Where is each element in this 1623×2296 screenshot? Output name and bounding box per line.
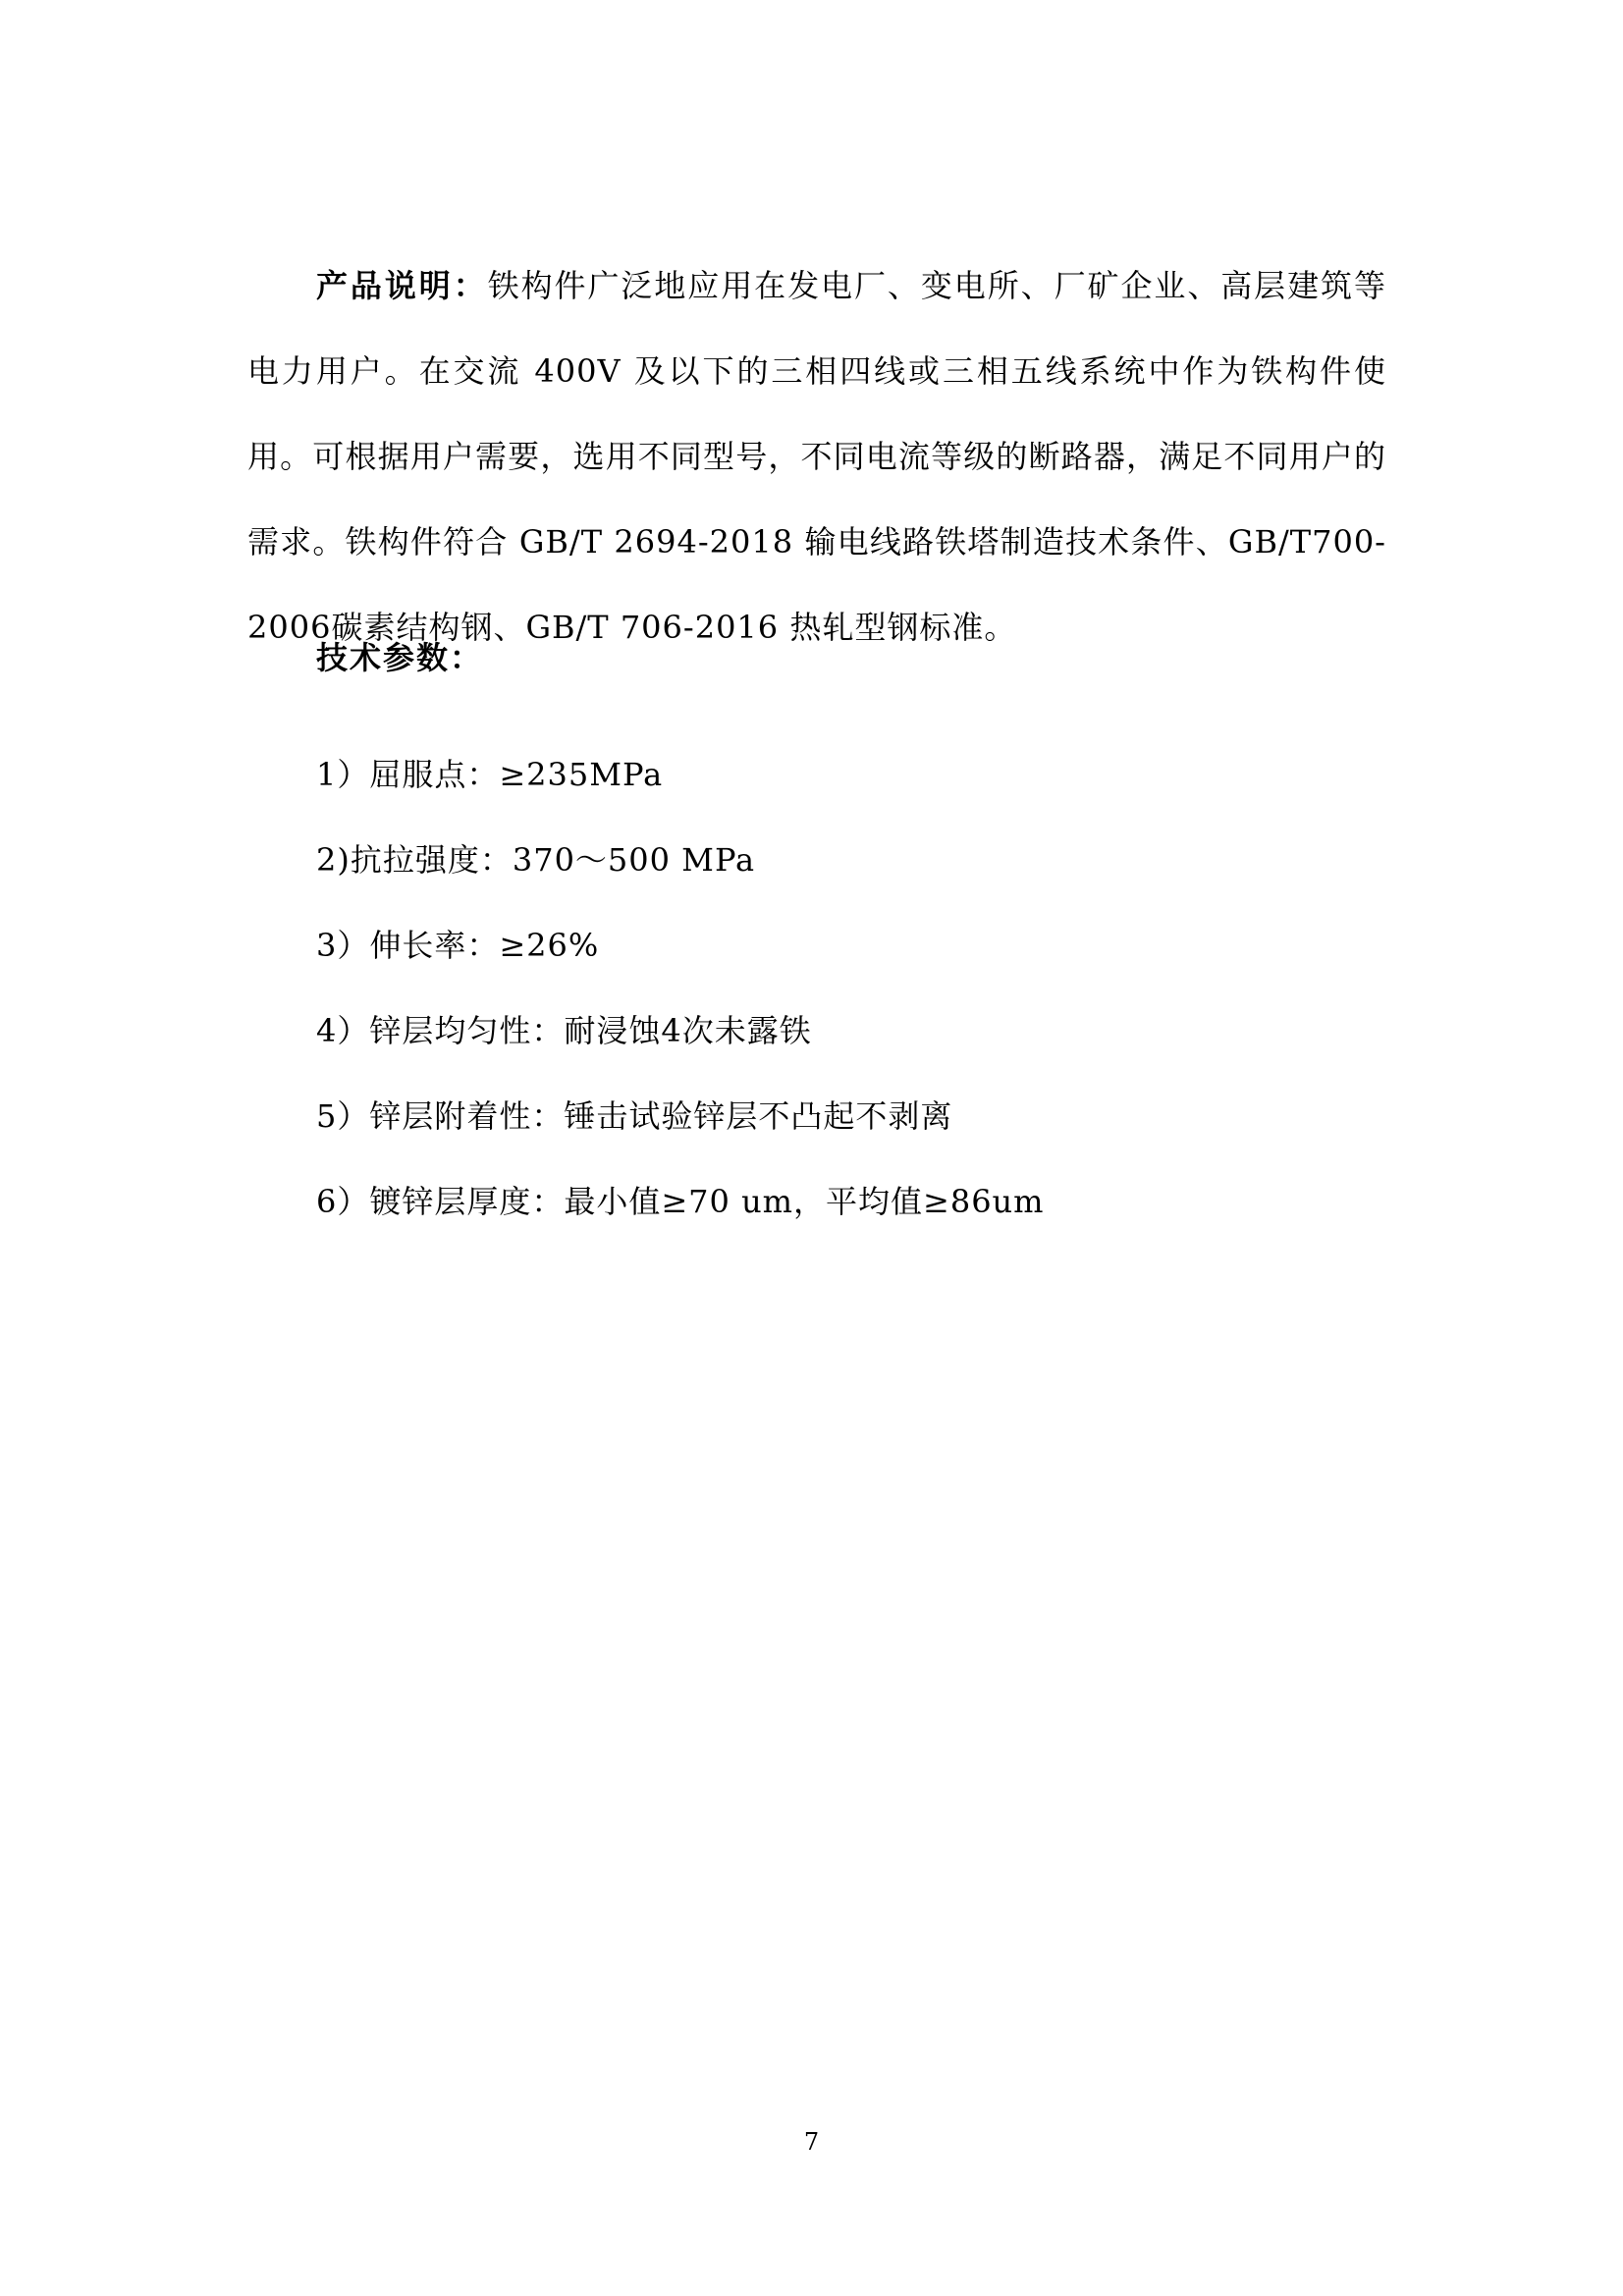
parameter-zinc-adhesion: 5）锌层附着性：锤击试验锌层不凸起不剥离: [316, 1097, 953, 1135]
parameter-elongation: 3）伸长率：≥26%: [316, 927, 600, 964]
parameter-zinc-uniformity: 4）锌层均匀性：耐浸蚀4次未露铁: [316, 1012, 812, 1049]
page-number: 7: [803, 2128, 820, 2156]
technical-parameters-heading: 技术参数：: [316, 639, 484, 676]
technical-parameters-list: [316, 751, 1045, 1263]
product-description-paragraph: [247, 243, 1386, 670]
product-description-text: 铁构件广泛地应用在发电厂、变电所、厂矿企业、高层建筑等电力用户。在交流 400V 及以下的三相四线或三相五线系统中作为铁构件使用。可根据用户需要，选用不同型号，不同电流等级的断路器，满足不同用户的需求。铁构件符合 GB/T 2694-2018 输电线路铁塔制造技术条件、GB/T700-2006碳素结构钢、GB/T 706-2016 热轧型钢标准。: [247, 267, 1386, 646]
parameter-yield-point: 1）屈服点：≥235MPa: [316, 756, 664, 793]
parameter-zinc-thickness: 6）镀锌层厚度：最小值≥70 um，平均值≥86um: [316, 1183, 1045, 1220]
product-description-label: 产品说明：: [316, 267, 488, 304]
parameter-tensile-strength: 2)抗拉强度：370～500 MPa: [316, 841, 756, 879]
